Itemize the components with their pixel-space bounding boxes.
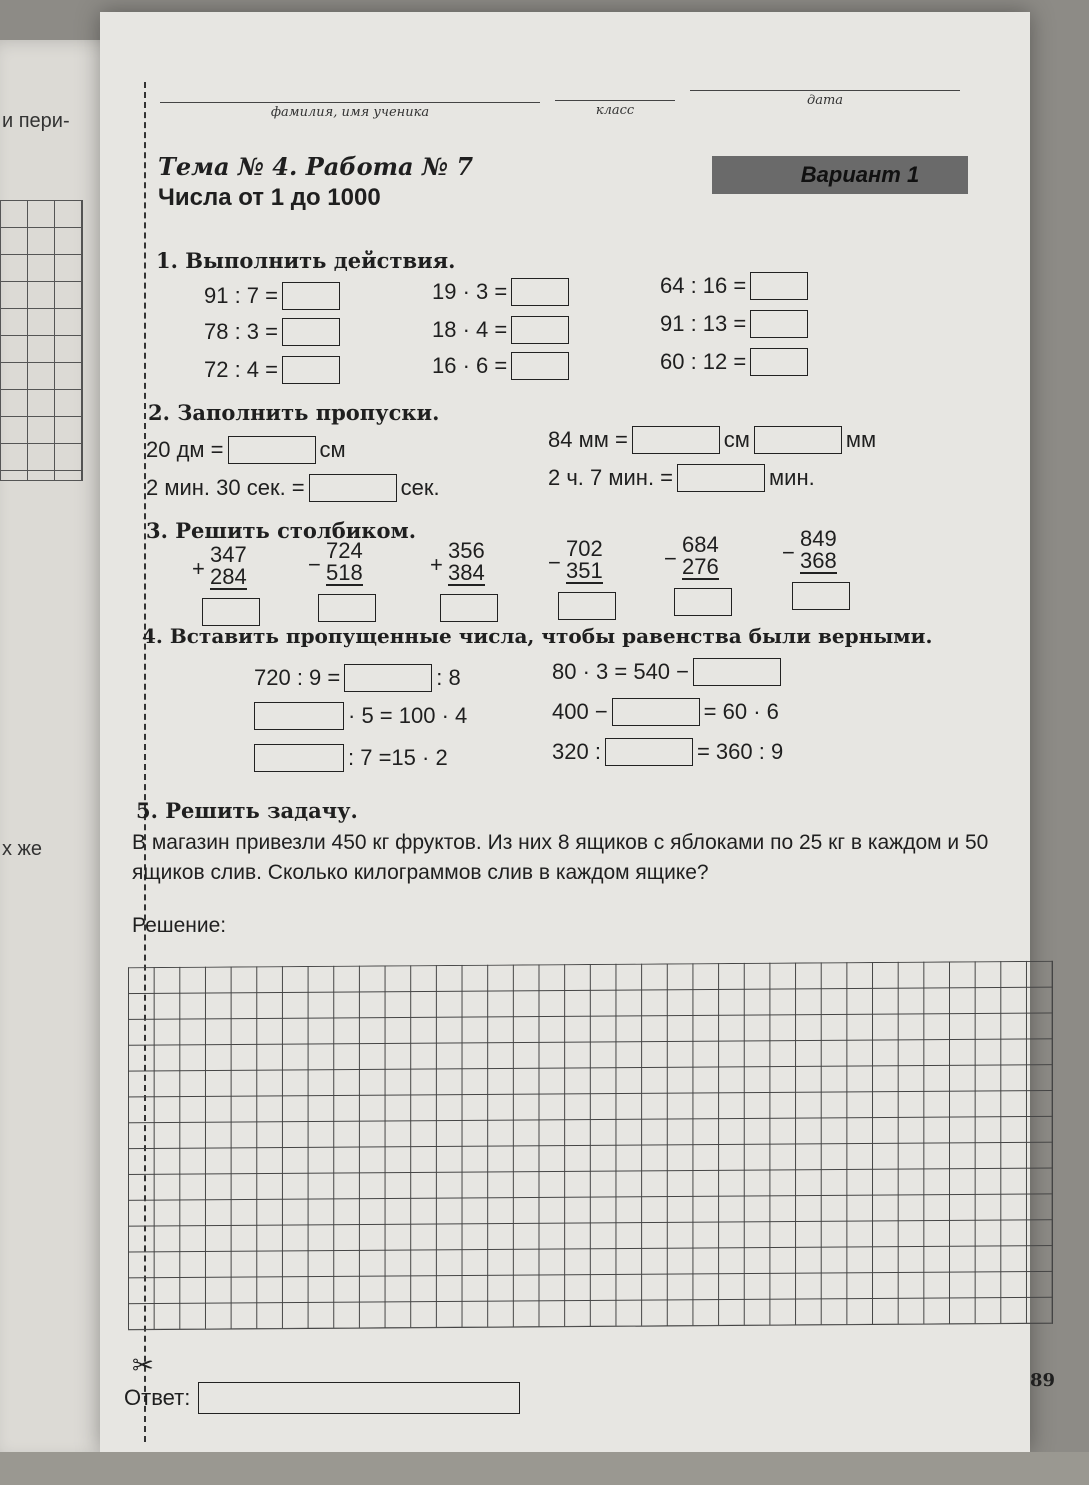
task1-item: 60 : 12 = [660, 348, 808, 376]
column-sum: + 347 284 [210, 544, 247, 590]
column-sum: + 356 384 [448, 540, 485, 586]
worksheet-page [100, 12, 1056, 1452]
task1-item: 91 : 13 = [660, 310, 808, 338]
scissors-icon: ✂ [132, 1350, 154, 1380]
answer-box[interactable] [605, 738, 693, 766]
task4-item: · 5 = 100 · 4 [254, 702, 467, 730]
answer-box[interactable] [558, 592, 616, 620]
column-sum: − 849 368 [800, 528, 837, 574]
answer-box[interactable] [511, 278, 569, 306]
task1-item: 72 : 4 = [204, 356, 340, 384]
answer-box[interactable] [228, 436, 316, 464]
column-sum: − 702 351 [566, 538, 603, 584]
worksheet-subtitle: Числа от 1 до 1000 [158, 184, 381, 211]
task2-item: 2 мин. 30 сек. = сек. [146, 475, 440, 500]
task1-item: 78 : 3 = [204, 318, 340, 346]
answer-box[interactable] [309, 474, 397, 502]
task2-item: 20 дм = см [146, 437, 346, 462]
task4-heading: 4. Вставить пропущенные числа, чтобы равенства были верными. [142, 624, 933, 648]
task4-item: 400 − = 60 · 6 [552, 699, 779, 724]
task2-item: 84 мм = см мм [548, 427, 877, 452]
answer-box[interactable] [612, 698, 700, 726]
task4-item: 80 · 3 = 540 − [552, 658, 781, 686]
task2-heading: 2. Заполнить пропуски. [148, 400, 440, 425]
answer-box[interactable] [792, 582, 850, 610]
prev-page-fragment: х же [2, 838, 43, 860]
answer-box[interactable] [632, 426, 720, 454]
worksheet-title: Тема № 4. Работа № 7 [158, 152, 474, 181]
column-sum: − 724 518 [326, 540, 363, 586]
answer-label: Ответ: [124, 1385, 191, 1410]
task1-item: 91 : 7 = [204, 282, 340, 310]
background-surface [0, 1452, 1089, 1485]
answer-row [124, 1382, 520, 1414]
final-answer-box[interactable] [198, 1382, 520, 1414]
date-field[interactable] [690, 90, 960, 120]
answer-box[interactable] [282, 282, 340, 310]
answer-box[interactable] [677, 464, 765, 492]
answer-box[interactable] [674, 588, 732, 616]
problem-text: В магазин привезли 450 кг фруктов. Из них 8 ящиков с яблоками по 25 кг в каждом и 50 ящиков слив. Сколько килограммов слив в каждом ящике? [132, 831, 989, 884]
solution-grid[interactable] [128, 961, 1053, 1330]
prev-page-fragment: и пери- [2, 110, 70, 132]
page-number: 89 [1030, 1370, 1056, 1391]
task4-item: 720 : 9 = : 8 [254, 665, 461, 690]
name-field[interactable] [160, 102, 540, 132]
name-caption: фамилия, имя ученика [270, 105, 430, 120]
class-caption: класс [595, 103, 635, 118]
answer-box[interactable] [754, 426, 842, 454]
answer-box[interactable] [254, 702, 344, 730]
answer-box[interactable] [254, 744, 344, 772]
answer-box[interactable] [318, 594, 376, 622]
answer-box[interactable] [750, 310, 808, 338]
task1-item: 64 : 16 = [660, 272, 808, 300]
class-field[interactable] [555, 100, 675, 130]
answer-box[interactable] [750, 272, 808, 300]
answer-box[interactable] [750, 348, 808, 376]
answer-box[interactable] [202, 598, 260, 626]
answer-box[interactable] [282, 318, 340, 346]
column-sum: − 684 276 [682, 534, 719, 580]
variant-badge [712, 156, 968, 194]
task1-item: 19 · 3 = [432, 278, 569, 306]
answer-box[interactable] [511, 316, 569, 344]
task1-item: 16 · 6 = [432, 352, 569, 380]
task2-item: 2 ч. 7 мин. = мин. [548, 465, 815, 490]
task4-item: 320 : = 360 : 9 [552, 739, 784, 764]
date-caption: дата [806, 93, 844, 108]
answer-box[interactable] [282, 356, 340, 384]
task1-heading: 1. Выполнить действия. [156, 248, 456, 273]
answer-box[interactable] [344, 664, 432, 692]
task1-item: 18 · 4 = [432, 316, 569, 344]
prev-page-grid [0, 200, 83, 481]
solution-label: Решение: [132, 914, 227, 937]
task5-heading: 5. Решить задачу. [136, 798, 358, 823]
task4-item: : 7 =15 · 2 [254, 744, 448, 772]
variant-label: Вариант 1 [800, 162, 920, 187]
answer-box[interactable] [693, 658, 781, 686]
answer-box[interactable] [511, 352, 569, 380]
task3-heading: 3. Решить столбиком. [146, 518, 417, 543]
answer-box[interactable] [440, 594, 498, 622]
